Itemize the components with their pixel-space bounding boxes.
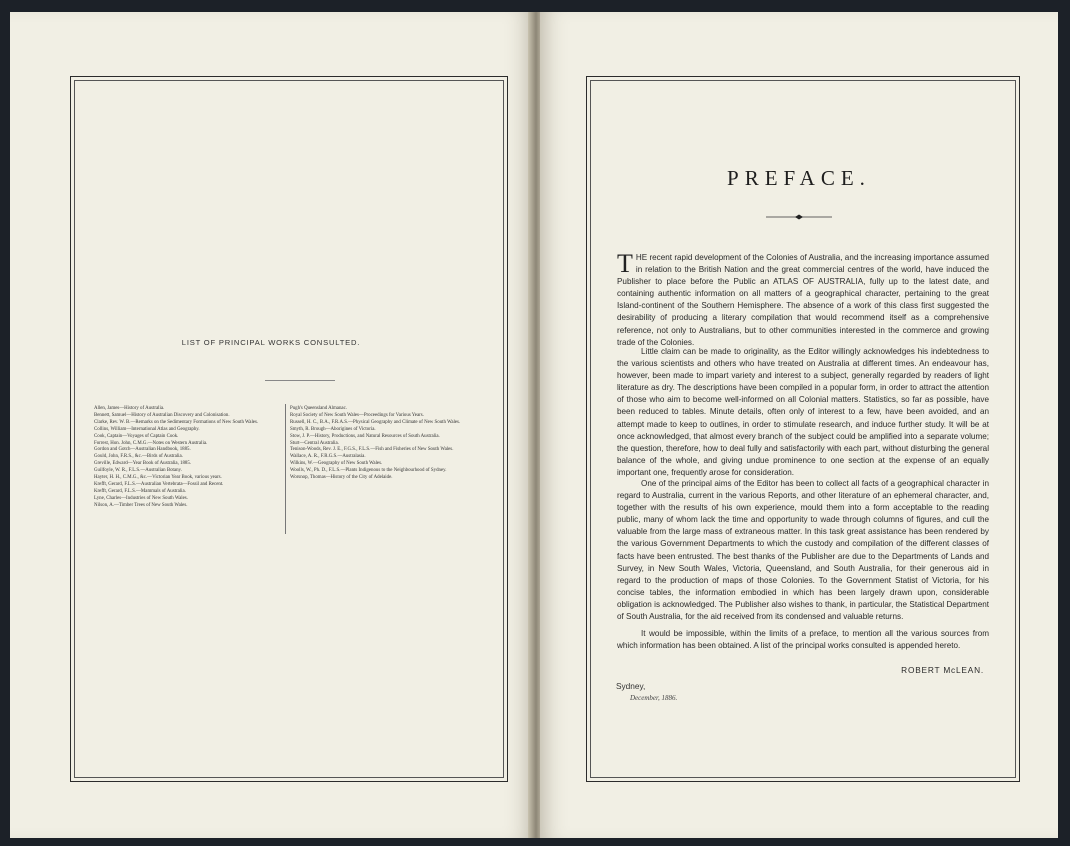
work-entry: Tenison-Woods, Rev. J. E., F.G.S., F.L.S.—Fish and Fisheries of New South Wales.	[290, 447, 454, 453]
work-entry: Krefft, Gerard, F.L.S.—Mammals of Australia.	[94, 488, 186, 494]
work-entry: Cook, Captain—Voyages of Captain Cook.	[94, 433, 179, 439]
preface-paragraph-4: It would be impossible, within the limits of a preface, to mention all the various sources from which information has been obtained. A list of the principal works consulted is appended hereto.	[617, 629, 989, 651]
work-entry: Clarke, Rev. W. B.—Remarks on the Sedimentary Formations of New South Wales.	[94, 419, 259, 425]
preface-paragraph-1	[617, 249, 989, 349]
works-column-2	[290, 406, 480, 482]
work-entry: Hayter, H. H., C.M.G., &c.—Victorian Year Book, various years.	[94, 475, 222, 481]
work-entry: Bennett, Samuel—History of Australian Discovery and Colonisation.	[94, 412, 230, 418]
work-entry: Russell, H. C., B.A., F.R.A.S.—Physical Geography and Climate of New South Wales.	[290, 419, 461, 425]
work-entry: Pugh's Queensland Almanac.	[290, 406, 347, 411]
work-entry: Lyne, Charles—Industries of New South Wales.	[94, 495, 188, 501]
work-entry: Gordon and Gotch—Australian Handbook, 1885.	[94, 447, 191, 453]
work-entry: Guilfoyle, W. R., F.L.S.—Australian Botany.	[94, 468, 182, 474]
place-line: Sydney,	[616, 681, 646, 691]
preface-paragraph-3: One of the principal aims of the Editor has been to collect all facts of a geographical character in regard to Australia, current in the various Reports, and other literature of an ephemeral character, and, together with the results of his own experience, mould them into a form acceptable to the reading public, many of whom lack the time and opportunity to wade through columns of figures, and cull the valuable from the large mass of extraneous matter. In this task great assistance has been rendered by the various Government Departments to which the custody and compilation of the different classes of facts have been entrusted. The best thanks of the Publisher are due to the Departments of Lands and Survey, in New South Wales, Victoria, Queensland, and South Australia, for their generous aid in regard to the production of maps of those Colonies. To the Government Statist of Victoria, for his concise tables, the information embodied in which has been largely drawn upon, considerable obligation is acknowledged. The Publisher also wishes to thank, in particular, the Statistical Department of South Australia, for the aid received from its condensed and valuable returns.	[617, 479, 989, 622]
works-consulted-heading: LIST OF PRINCIPAL WORKS CONSULTED.	[181, 338, 361, 347]
date-line: December, 1886.	[630, 694, 678, 702]
work-entry: Allen, James—History of Australia.	[94, 406, 165, 411]
drop-cap: T	[617, 249, 633, 278]
left-page	[10, 12, 532, 838]
work-entry: Collins, William—International Atlas and Geography.	[94, 426, 200, 432]
work-entry: Gould, John, F.R.S., &c.—Birds of Australia.	[94, 454, 183, 460]
work-entry: Greville, Edward—Year Book of Australia, 1885.	[94, 461, 192, 467]
work-entry: Krefft, Gerard, F.L.S.—Australian Vertebrata—Fossil and Recent.	[94, 481, 224, 487]
work-entry: Stow, J. P.—History, Productions, and Natural Resources of South Australia.	[290, 433, 440, 439]
preface-title: PREFACE.	[727, 166, 871, 190]
work-entry: Smyth, R. Brough—Aborigines of Victoria.	[290, 426, 376, 432]
work-entry: Wilkins, W.—Geography of New South Wales.	[290, 461, 383, 467]
work-entry: Worsnop, Thomas—History of the City of Adelaide.	[290, 475, 393, 481]
author-signature: ROBERT McLEAN.	[901, 665, 984, 675]
right-page	[540, 12, 1058, 838]
work-entry: Nilson, A.—Timber Trees of New South Wales.	[94, 502, 188, 508]
paragraph-text: HE recent rapid development of the Colonies of Australia, and the increasing importance assumed in relation to the British Nation and the great commercial centres of the world, have induced the Publisher to place before the Public an ATLAS OF AUSTRALIA, fully up to the latest date, and containing authentic information on all matters of a geographical character, pertaining to the great Island-continent of the Southern Hemisphere. The absence of a work of this class first suggested the desirability of producing a literary compilation that would recommend itself as a comprehensive reference, not only to Australians, but to other communities interested in the commerce and growing trade of the Colonies.	[617, 253, 989, 347]
ornament-divider-icon	[766, 214, 832, 220]
works-column-1	[94, 406, 280, 510]
work-entry: Woolls, W., Ph. D., F.L.S.—Plants Indigenous to the Neighbourhood of Sydney.	[290, 468, 447, 474]
work-entry: Wallace, A. R., F.R.G.S.—Australasia.	[290, 454, 366, 460]
work-entry: Forrest, Hon. John, C.M.G.—Notes on Western Australia.	[94, 440, 208, 446]
preface-paragraph-2: Little claim can be made to originality, as the Editor willingly acknowledges his indebtedness to the various scientists and others who have treated on Australia at different times. An endeavour has, however, been made to impart variety and interest to a subject, generally regarded by readers of light literature as dry. The descriptions have been compiled in a popular form, in order to attract the attention of those who aim to become well-informed on all Colonial matters. Statistics, so far as possible, have been reduced to tables. Minute details, often only of interest to a few, have been avoided, and an attempt made to keep to outlines, in order to stimulate research, and induce further study. It will be at once acknowledged, that almost every branch of the subject could be amplified into a separate volume; the question, therefore, how to deal fully and satisfactorily with each part, without disturbing the general balance of the whole, and giving undue prominence to one section at the expense of an equally important one, frequently arose for consideration.	[617, 347, 989, 477]
column-divider	[285, 404, 286, 534]
heading-rule	[265, 380, 335, 381]
work-entry: Royal Society of New South Wales—Proceedings for Various Years.	[290, 412, 424, 418]
work-entry: Sturt—Central Australia.	[290, 440, 339, 446]
